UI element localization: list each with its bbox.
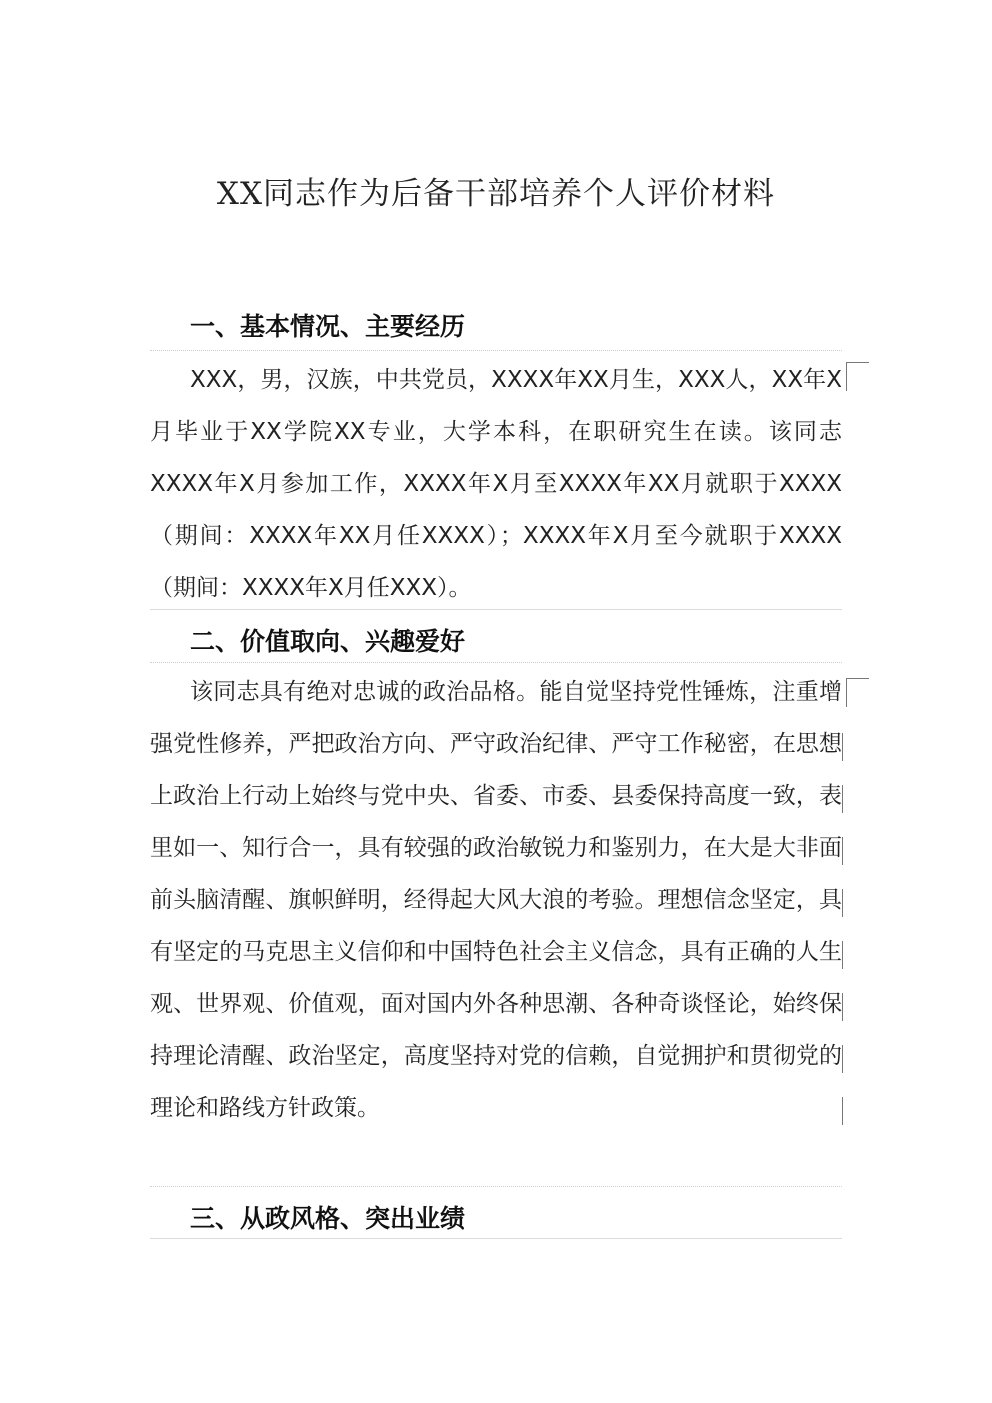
margin-bar-mark	[842, 941, 843, 969]
section-body-2	[150, 666, 842, 1134]
margin-bar-mark	[842, 785, 843, 813]
divider	[150, 662, 842, 663]
paragraph-basic-info: XXX，男，汉族，中共党员，XXXX年XX月生，XXX人，XX年X月毕业于XX学院XX专业，大学本科，在职研究生在读。该同志XXXX年X月参加工作，XXXX年X月至XXXX年XX月就职于XXXX（期间：XXXX年XX月任XXXX）；XXXX年X月至今就职于XXXX（期间：XXXX年X月任XXX）。	[150, 367, 842, 601]
section-heading-1: 一、基本情况、主要经历	[190, 312, 466, 341]
margin-bar-mark	[842, 733, 843, 761]
paragraph-values: 该同志具有绝对忠诚的政治品格。能自觉坚持党性锤炼，注重增强党性修养，严把政治方向、严守政治纪律、严守工作秘密，在思想上政治上行动上始终与党中央、省委、市委、县委保持高度一致，表里如一、知行合一，具有较强的政治敏锐力和鉴别力，在大是大非面前头脑清醒、旗帜鲜明，经得起大风大浪的考验。理想信念坚定，具有坚定的马克思主义信仰和中国特色社会主义信念，具有正确的人生观、世界观、价值观，面对国内外各种思潮、各种奇谈怪论，始终保持理论清醒、政治坚定，高度坚持对党的信赖，自觉拥护和贯彻党的理论和路线方针政策。	[150, 679, 842, 1121]
section-heading-3: 三、从政风格、突出业绩	[190, 1204, 466, 1233]
divider	[150, 1186, 842, 1187]
section-heading-2: 二、价值取向、兴趣爱好	[190, 627, 466, 656]
margin-bar-mark	[842, 837, 843, 865]
divider	[150, 1238, 842, 1239]
section-body-1	[150, 354, 842, 614]
margin-bar-mark	[842, 1097, 843, 1125]
margin-bar-mark	[842, 889, 843, 917]
document-title: XX同志作为后备干部培养个人评价材料	[216, 176, 776, 212]
divider	[150, 350, 842, 351]
margin-corner-mark	[846, 678, 869, 707]
margin-corner-mark	[846, 362, 869, 391]
margin-bar-mark	[842, 1045, 843, 1073]
margin-bar-mark	[842, 993, 843, 1021]
divider	[150, 609, 842, 610]
